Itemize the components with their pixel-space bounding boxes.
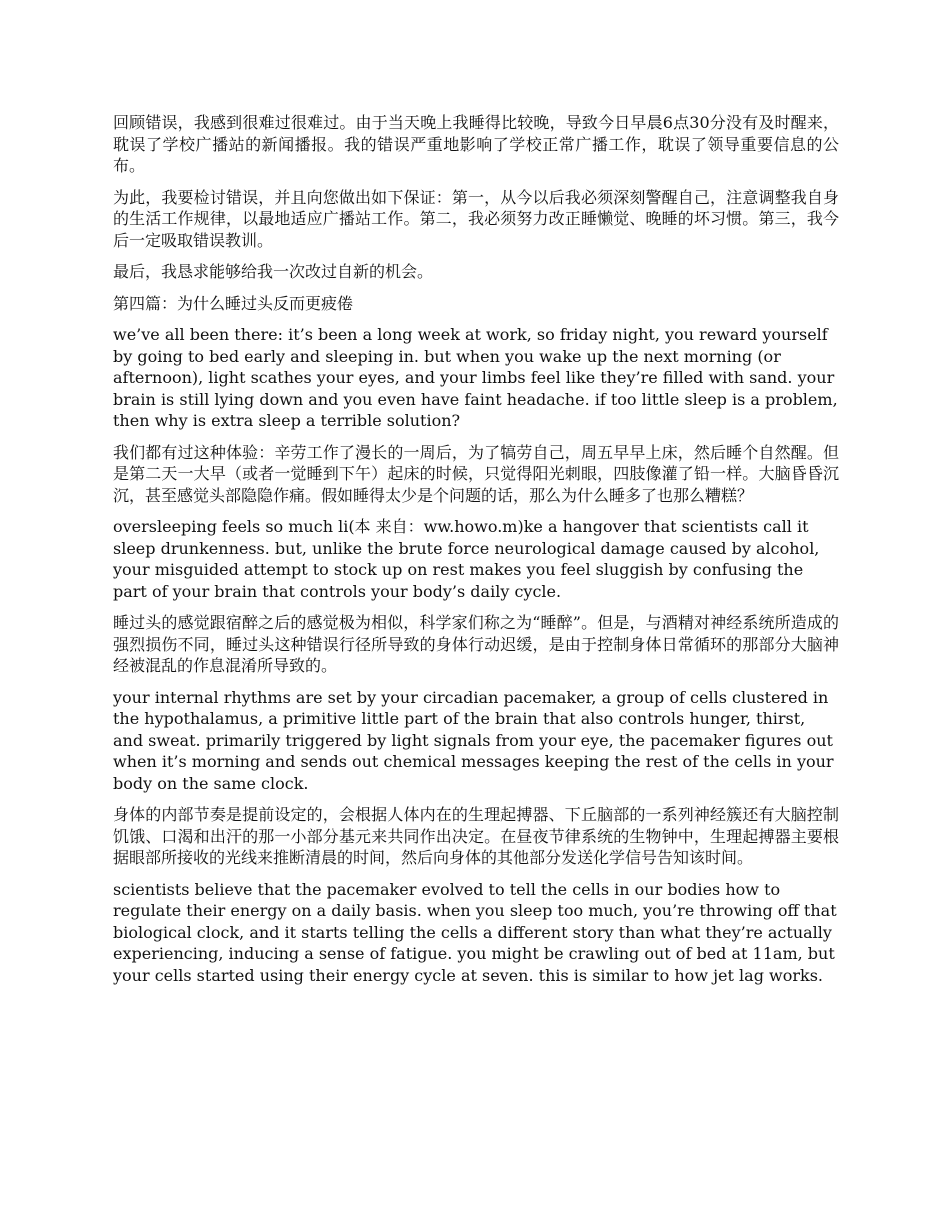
paragraph-apology-closing: 最后，我恳求能够给我一次改过自新的机会。 <box>113 262 434 281</box>
paragraph-en-pacemaker: scientists believe that the pacemaker evolved to tell the cells in our bodies how to regulate their energy on a daily basis. when you sleep too much, you’re throwing off that biological clock, and it starts telling the cells a different story than what they’re actually experiencing, inducing a sense of fatigue. you might be crawling out of bed at 11am, but your cells started using their energy cycle at seven. this is similar to how jet lag works. <box>113 879 837 985</box>
paragraph-apology-review: 回顾错误，我感到很难过很难过。由于当天晚上我睡得比较晚，导致今日早晨6点30分没有及时醒来，耽误了学校广播站的新闻播报。我的错误严重地影响了学校正常广播工作，耽误了领导重要信息的公布。 <box>113 113 839 175</box>
paragraph-zh-intro: 我们都有过这种体验：辛劳工作了漫长的一周后，为了犒劳自己，周五早早上床，然后睡个自然醒。但是第二天一大早（或者一觉睡到下午）起床的时候，只觉得阳光刺眼，四肢像灌了铅一样。大脑昏昏沉沉，甚至感觉头部隐隐作痛。假如睡得太少是个问题的话，那么为什么睡多了也那么糟糕？ <box>113 442 839 505</box>
paragraph-apology-guarantee: 为此，我要检讨错误，并且向您做出如下保证：第一，从今以后我必须深刻警醒自己，注意调整我自身的生活工作规律，以最地适应广播站工作。第二，我必须努力改正睡懒觉、晚睡的坏习惯。第三，我今后一定吸取错误教训。 <box>113 187 839 250</box>
section-heading: 第四篇：为什么睡过头反而更疲倦 <box>113 293 354 313</box>
document-body <box>113 112 839 996</box>
paragraph-en-drunkenness: oversleeping feels so much li(本 来自：ww.howo.m)ke a hangover that scientists call it sleep drunkenness. but, unlike the brute force neurological damage caused by alcohol, your misguided attempt to stock up on rest makes you feel sluggish by confusing the part of your brain that controls your body’s daily cycle. <box>113 517 820 601</box>
paragraph-en-intro: we’ve all been there: it’s been a long week at work, so friday night, you reward yourself by going to bed early and sleeping in. but when you wake up the next morning (or afternoon), light scathes your eyes, and your limbs feel like they’re filled with sand. your brain is still lying down and you even have faint headache. if too little sleep is a problem, then why is extra sleep a terrible solution? <box>113 325 838 430</box>
paragraph-zh-drunkenness: 睡过头的感觉跟宿醉之后的感觉极为相似，科学家们称之为“睡醉”。但是，与酒精对神经系统所造成的强烈损伤不同，睡过头这种错误行径所导致的身体行动迟缓，是由于控制身体日常循环的那部分大脑神经被混乱的作息混淆所导致的。 <box>113 613 839 675</box>
paragraph-zh-rhythms: 身体的内部节奏是提前设定的，会根据人体内在的生理起搏器、下丘脑部的一系列神经簇还有大脑控制饥饿、口渴和出汗的那一小部分基元来共同作出决定。在昼夜节律系统的生物钟中，生理起搏器主要根据眼部所接收的光线来推断清晨的时间，然后向身体的其他部分发送化学信号告知该时间。 <box>113 805 839 867</box>
paragraph-en-rhythms: your internal rhythms are set by your circadian pacemaker, a group of cells clustered in the hypothalamus, a primitive little part of the brain that also controls hunger, thirst, and sweat. primarily triggered by light signals from your eye, the pacemaker figures out when it’s morning and sends out chemical messages keeping the rest of the cells in your body on the same clock. <box>113 687 834 793</box>
